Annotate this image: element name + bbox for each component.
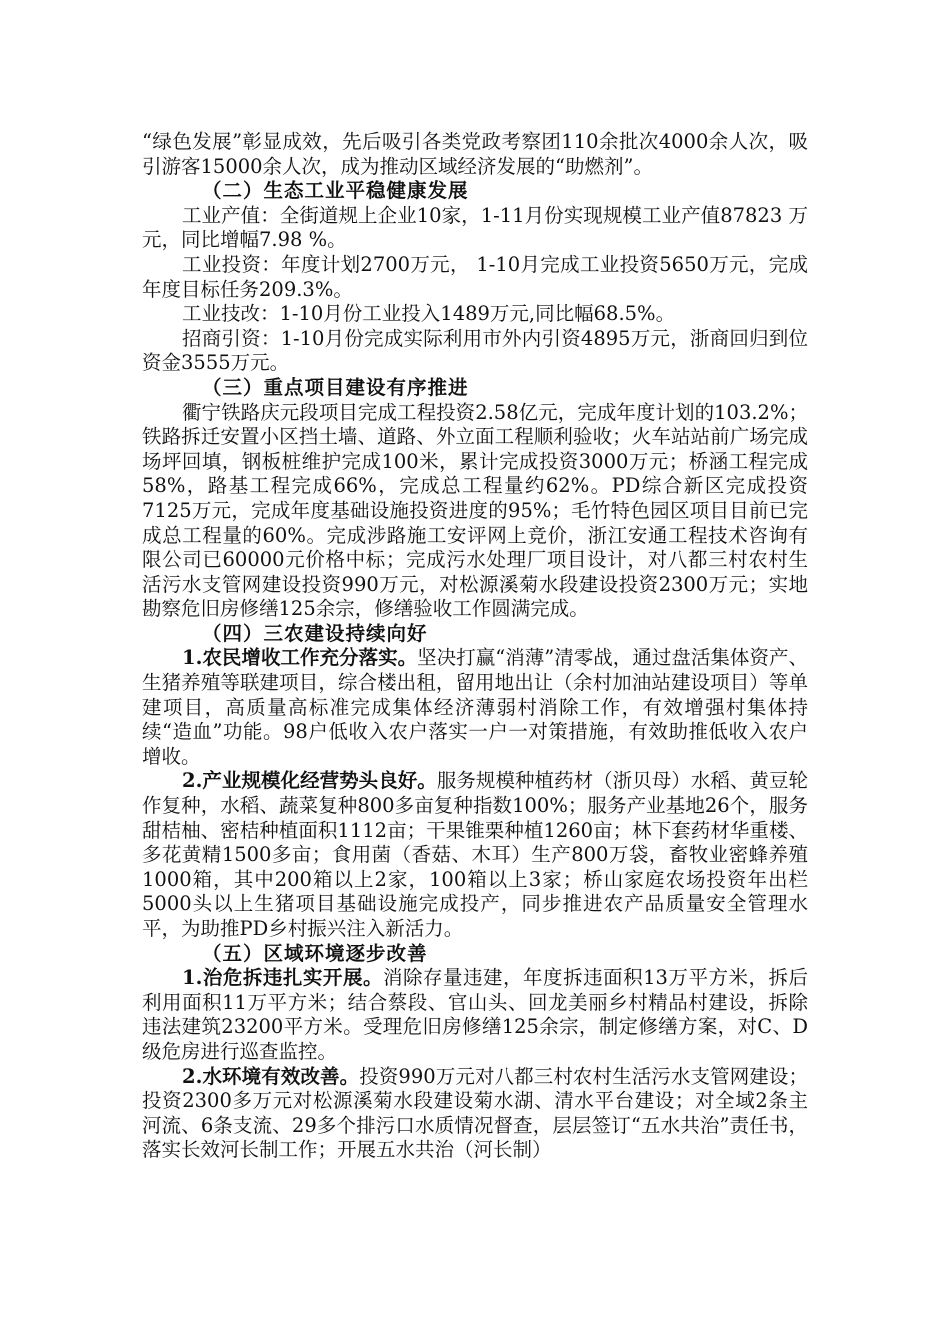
paragraph-water-environment: [142, 1065, 808, 1163]
paragraph-industry-scale: [142, 769, 808, 941]
paragraph-green-development: “绿色发展”彰显成效，先后吸引各类党政考察团110余批次4000余人次，吸引游客15000余人次，成为推动区域经济发展的“助燃剂”。: [142, 130, 808, 178]
paragraph-demolition: [142, 966, 808, 1064]
paragraph-farmer-income: [142, 646, 808, 769]
subheading-water-environment: 2.水环境有效改善。: [182, 1064, 360, 1088]
paragraph-industry-scale-text: 服务规模种植药材（浙贝母）水稻、黄豆轮作复种，水稻、蔬菜复种800多亩复种指数100%；服务产业基地26个，服务甜桔柚、密桔种植面积1112亩；干果锥栗种植1260亩；林下套药材华重楼、多花黄精1500多亩；食用菌（香菇、木耳）生产800万袋，畜牧业密蜂养殖1000箱，其中200箱以上2家，100箱以上3家；桥山家庭农场投资年出栏5000头以上生猪项目基础设施完成投产，同步推进农产品质量安全管理水平，为助推PD乡村振兴注入新活力。: [142, 769, 808, 940]
subheading-farmer-income: 1.农民增收工作充分落实。: [182, 646, 418, 670]
paragraph-industrial-upgrade: 工业技改：1-10月份工业投入1489万元,同比幅68.5%。: [182, 302, 676, 326]
paragraph-industrial-investment: 工业投资：年度计划2700万元， 1-10月完成工业投资5650万元，完成年度目标任务209.3%。: [142, 252, 808, 301]
subheading-industry-scale: 2.产业规模化经营势头良好。: [182, 769, 437, 793]
section-heading-agriculture: （四）三农建设持续向好: [202, 621, 428, 645]
paragraph-farmer-income-text: 坚决打赢“消薄”清零战，通过盘活集体资产、生猪养殖等联建项目，综合楼出租，留用地出让（余村加油站建设项目）等单建项目，高质量高标准完成集体经济薄弱村消除工作，有效增强村集体持续“造血”功能。98户低收入农户落实一户一对策措施，有效助推低收入农户增收。: [142, 646, 808, 768]
paragraph-investment-attraction: 招商引资：1-10月份完成实际利用市外内引资4895万元，浙商回归到位资金3555万元。: [142, 326, 808, 375]
paragraph-water-environment-text: 投资990万元对八都三村农村生活污水支管网建设；投资2300多万元对松源溪菊水段建设菊水湖、清水平台建设；对全域2条主河流、6条支流、29多个排污口水质情况督查，层层签订“五水共治”责任书，落实长效河长制工作；开展五水共治（河长制）: [142, 1064, 808, 1162]
subheading-demolition: 1.治危拆违扎实开展。: [182, 966, 383, 990]
section-heading-key-projects: （三）重点项目建设有序推进: [202, 375, 469, 399]
paragraph-industrial-output: 工业产值：全街道规上企业10家，1-11月份实现规模工业产值87823 万元，同比增幅7.98 %。: [142, 203, 808, 252]
paragraph-demolition-text: 消除存量违建，年度拆违面积13万平方米，拆后利用面积11万平方米；结合蔡段、官山头、回龙美丽乡村精品村建设，拆除违法建筑23200平方米。受理危旧房修缮125余宗，制定修缮方案，对C、D级危房进行巡查监控。: [142, 966, 808, 1063]
section-heading-environment: （五）区域环境逐步改善: [202, 941, 428, 965]
document-body: [142, 130, 808, 1163]
section-heading-ecological-industry: （二）生态工业平稳健康发展: [202, 179, 469, 203]
paragraph-railway-projects: 衢宁铁路庆元段项目完成工程投资2.58亿元，完成年度计划的103.2%；铁路拆迁安置小区挡土墙、道路、外立面工程顺利验收；火车站站前广场完成场坪回填，钢板桩维护完成100米，累计完成投资3000万元；桥涵工程完成58%，路基工程完成66%，完成总工程量约62%。PD综合新区完成投资7125万元，完成年度基础设施投资进度的95%；毛竹特色园区项目目前已完成总工程量的60%。完成涉路施工安评网上竞价，浙江安通工程技术咨询有限公司已60000元价格中标；完成污水处理厂项目设计，对八都三村农村生活污水支管网建设投资990万元，对松源溪菊水段建设投资2300万元；实地勘察危旧房修缮125余宗，修缮验收工作圆满完成。: [142, 400, 808, 621]
